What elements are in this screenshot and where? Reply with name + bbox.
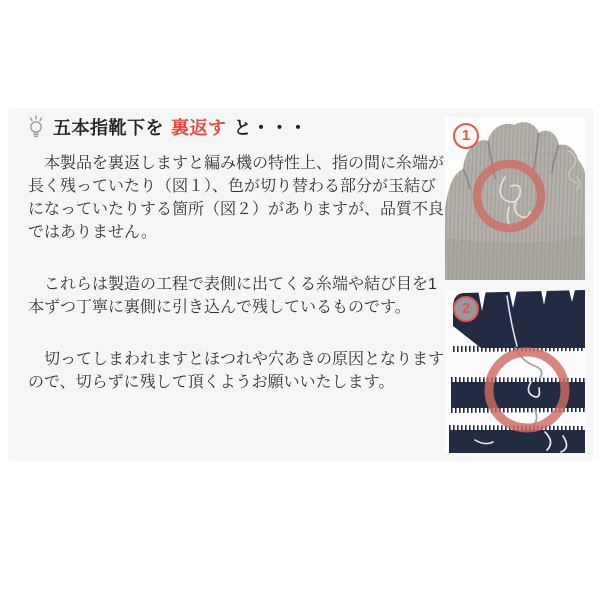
figure-1-gray-sock-photo xyxy=(445,117,585,280)
section-heading xyxy=(26,113,308,143)
paragraph-do-not-cut: 切ってしまわれますとほつれや穴あきの原因となりますので、切らずに残して頂くようお願いいたします。 xyxy=(28,351,445,391)
figure-2-navy-sock-photo xyxy=(445,290,585,453)
figure-2-marker: 2 xyxy=(453,296,479,322)
heading-suffix: と・・・ xyxy=(233,118,308,138)
figure-1-marker: 1 xyxy=(453,123,479,149)
heading-highlight: 裏返す xyxy=(171,118,227,138)
description-text xyxy=(28,152,444,423)
heading-prefix: 五本指靴下を xyxy=(53,118,164,138)
info-panel xyxy=(8,108,593,461)
paragraph-manufacturing: これらは製造の工程で表側に出てくる糸端や結び目を1本ずつ丁寧に裏側に引き込んで残しているものです。 xyxy=(28,276,437,316)
lightbulb-icon xyxy=(26,115,46,141)
paragraph-thread-ends: 本製品を裏返しますと編み機の特性上、指の間に糸端が長く残っていたり（図１）、色が切り替わる部分が玉結びになっていたりする箇所（図２）がありますが、品質不良ではありません。 xyxy=(28,155,445,241)
